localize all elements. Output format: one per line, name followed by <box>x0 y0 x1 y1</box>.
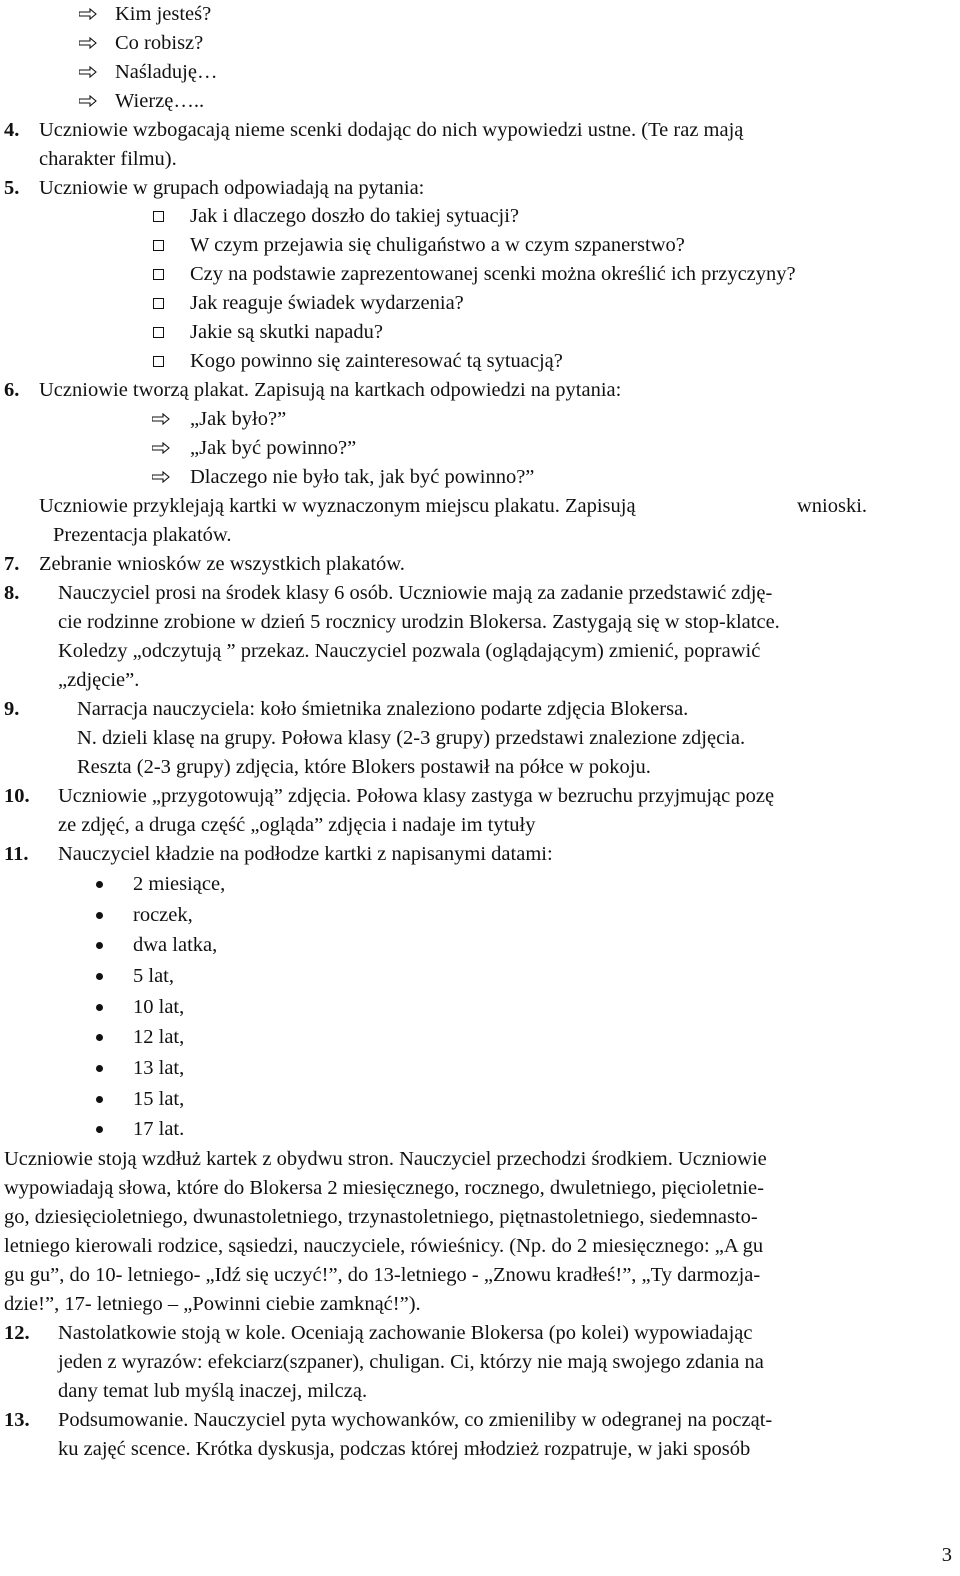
paragraph-line: wnioski. <box>797 495 868 517</box>
paragraph-line: jeden z wyrazów: efekciarz(szpaner), chuligan. Ci, którzy nie mają swojego zdania na <box>58 1351 764 1373</box>
paragraph-line: wypowiadają słowa, które do Blokersa 2 miesięcznego, rocznego, dwuletniego, pięcioletnie- <box>4 1177 764 1199</box>
checkbox-bullet-icon <box>153 327 164 338</box>
paragraph-line: Podsumowanie. Nauczyciel pyta wychowanków, co zmieniliby w odegranej na począt- <box>58 1409 773 1431</box>
list-item: „Jak być powinno?” <box>190 437 357 459</box>
list-item: Kim jesteś? <box>115 3 212 25</box>
paragraph-line: ze zdjęć, a druga część „ogląda” zdjęcia i nadaje im tytuły <box>58 814 536 836</box>
arrow-bullet-icon <box>79 58 97 87</box>
arrow-bullet-icon <box>79 87 97 116</box>
paragraph-line: Narracja nauczyciela: koło śmietnika znaleziono podarte zdjęcia Blokersa. <box>77 698 689 720</box>
list-item: 5 lat, <box>133 965 174 987</box>
item-number: 4. <box>4 119 20 141</box>
paragraph-line: go, dziesięcioletniego, dwunastoletniego, trzynastoletniego, piętnastoletniego, siedemnasto- <box>4 1206 758 1228</box>
paragraph-line: gu gu”, do 10- letniego- „Idź się uczyć!”, do 13-letniego - „Znowu kradłeś!”, „Ty darmozja- <box>4 1264 761 1286</box>
arrow-bullet-icon <box>152 434 170 463</box>
checkbox-bullet-icon <box>153 356 164 367</box>
item-number: 8. <box>4 582 20 604</box>
paragraph-line: Uczniowie tworzą plakat. Zapisują na kartkach odpowiedzi na pytania: <box>39 379 622 401</box>
paragraph-line: „zdjęcie”. <box>58 669 140 691</box>
list-item: Co robisz? <box>115 32 204 54</box>
paragraph-line: cie rodzinne zrobione w dzień 5 rocznicy urodzin Blokersa. Zastygają się w stop-klatce. <box>58 611 780 633</box>
page-number: 3 <box>941 1544 952 1566</box>
bullet-dot-icon <box>96 942 103 949</box>
list-item: 2 miesiące, <box>133 873 226 895</box>
paragraph-line: Prezentacja plakatów. <box>53 524 232 546</box>
arrow-bullet-icon <box>79 29 97 58</box>
paragraph-line: Nastolatkowie stoją w kole. Oceniają zachowanie Blokersa (po kolei) wypowiadając <box>58 1322 753 1344</box>
list-item: W czym przejawia się chuligaństwo a w czym szpanerstwo? <box>190 234 685 256</box>
bullet-dot-icon <box>96 1034 103 1041</box>
list-item: Jak reaguje świadek wydarzenia? <box>190 292 464 314</box>
list-item: 10 lat, <box>133 996 185 1018</box>
paragraph-line: ku zajęć scence. Krótka dyskusja, podczas której młodzież rozpatruje, w jaki sposób <box>58 1438 751 1460</box>
bullet-dot-icon <box>96 1065 103 1072</box>
paragraph-line: Uczniowie w grupach odpowiadają na pytania: <box>39 177 425 199</box>
list-item: Kogo powinno się zainteresować tą sytuacją? <box>190 350 563 372</box>
list-item: Czy na podstawie zaprezentowanej scenki można określić ich przyczyny? <box>190 263 796 285</box>
paragraph-line: N. dzieli klasę na grupy. Połowa klasy (2-3 grupy) przedstawi znalezione zdjęcia. <box>77 727 746 749</box>
paragraph-line: Nauczyciel kładzie na podłodze kartki z napisanymi datami: <box>58 843 553 865</box>
checkbox-bullet-icon <box>153 298 164 309</box>
checkbox-bullet-icon <box>153 211 164 222</box>
list-item: Naśladuję… <box>115 61 218 83</box>
arrow-bullet-icon <box>152 463 170 492</box>
item-number: 5. <box>4 177 20 199</box>
list-item: Dlaczego nie było tak, jak być powinno?” <box>190 466 535 488</box>
checkbox-bullet-icon <box>153 240 164 251</box>
paragraph-line: Uczniowie przyklejają kartki w wyznaczonym miejscu plakatu. Zapisują <box>39 495 636 517</box>
list-item: dwa latka, <box>133 934 218 956</box>
bullet-dot-icon <box>96 1004 103 1011</box>
item-number: 6. <box>4 379 20 401</box>
list-item: Jak i dlaczego doszło do takiej sytuacji? <box>190 205 520 227</box>
checkbox-bullet-icon <box>153 269 164 280</box>
paragraph-line: dany temat lub myślą inaczej, milczą. <box>58 1380 368 1402</box>
paragraph-line: Koledzy „odczytują ” przekaz. Nauczyciel pozwala (oglądającym) zmienić, poprawić <box>58 640 761 662</box>
list-item: 13 lat, <box>133 1057 185 1079</box>
list-item: 15 lat, <box>133 1088 185 1110</box>
bullet-dot-icon <box>96 1126 103 1133</box>
bullet-dot-icon <box>96 881 103 888</box>
arrow-bullet-icon <box>79 0 97 29</box>
paragraph-line: Uczniowie „przygotowują” zdjęcia. Połowa klasy zastyga w bezruchu przyjmując pozę <box>58 785 775 807</box>
paragraph-line: Uczniowie stoją wzdłuż kartek z obydwu stron. Nauczyciel przechodzi środkiem. Uczniowie <box>4 1148 767 1170</box>
list-item: Jakie są skutki napadu? <box>190 321 383 343</box>
paragraph-line: dzie!”, 17- letniego – „Powinni ciebie zamknąć!”). <box>4 1293 421 1315</box>
bullet-dot-icon <box>96 1096 103 1103</box>
item-number: 13. <box>4 1409 30 1431</box>
item-number: 11. <box>4 843 29 865</box>
bullet-dot-icon <box>96 973 103 980</box>
arrow-bullet-icon <box>152 405 170 434</box>
list-item: „Jak było?” <box>190 408 287 430</box>
paragraph-line: Nauczyciel prosi na środek klasy 6 osób. Uczniowie mają za zadanie przedstawić zdję- <box>58 582 773 604</box>
paragraph-line: Zebranie wniosków ze wszystkich plakatów. <box>39 553 405 575</box>
item-number: 9. <box>4 698 20 720</box>
bullet-dot-icon <box>96 912 103 919</box>
paragraph-line: Reszta (2-3 grupy) zdjęcia, które Blokers postawił na półce w pokoju. <box>77 756 651 778</box>
list-item: roczek, <box>133 904 193 926</box>
item-number: 12. <box>4 1322 30 1344</box>
paragraph-line: letniego kierowali rodzice, sąsiedzi, nauczyciele, rówieśnicy. (Np. do 2 miesięcznego: „A gu <box>4 1235 764 1257</box>
item-number: 7. <box>4 553 20 575</box>
paragraph-line: Uczniowie wzbogacają nieme scenki dodając do nich wypowiedzi ustne. (Te raz mają <box>39 119 744 141</box>
list-item: 12 lat, <box>133 1026 185 1048</box>
list-item: 17 lat. <box>133 1118 185 1140</box>
paragraph-line: charakter filmu). <box>39 148 177 170</box>
item-number: 10. <box>4 785 30 807</box>
list-item: Wierzę….. <box>115 90 205 112</box>
